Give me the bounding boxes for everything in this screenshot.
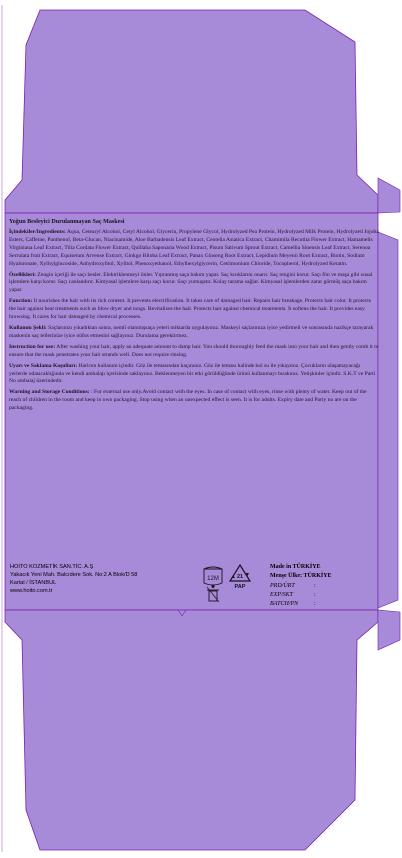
symbols-group: [202, 563, 266, 603]
batch-label: BATCH/PN: [270, 601, 299, 608]
bottom-flap: [5, 610, 378, 850]
function-en-label: Function:: [9, 298, 33, 305]
company-address-line1: Yakacık Yeni Mah. Balcıdere Sok. No:2 A Blok/D 58: [10, 572, 138, 578]
recycle-number: 21: [236, 574, 244, 580]
expiry-row: [270, 591, 332, 600]
usage-en-text: After washing your hair, apply an adequate amount to damp hair. You should thoroughly feed the mask into your hair and then gently comb it to ensure that the mask penetrates your hair strands well. Does not require rinsing.: [9, 343, 379, 358]
production-row: [270, 582, 332, 591]
product-label: [9, 218, 379, 416]
warnings-tr-label: Uyarı ve Saklama Koşulları:: [9, 362, 78, 369]
production-sep: :: [314, 582, 316, 589]
ingredients-text: Aqua, Cetearyl Alcohol, Cetyl Alcohol, Glycerin, Propylene Glycol, Hydrolyzed Pea Protein, Hydrolyzed Milk Protein, Hydrolyzed Jojoba Esters, Caffeine, Panthenol, Beta-Glucan, Niacinamide, Aloe Barbadensis Leaf Extract, Centella Asiatica Extract, Chamimila Recutita Flower Extract, Hamamelis Virginiana Leaf Extract, Tilia Cordata Flower Extract, Quillaha Saponaria Wood Extract, Pisum Sativum Sprout Extract, Camellia Sinensis Leaf Extract, Serenoa Serrulata fruit Extract, Equisetum Arvense Extract, Ginkgo Biloba Leaf Extract, Panax Ginseng Root Extract, Lepidium Meyenii Root Extract, Biotin, Sodium Hyaluronate, Xylitylglucoside, Anhydroxylitol, Xylitol, Phenoxyethanol, Ethylhexylglycerin, Cetrimonium Chloride, Tocopherol, Hydrolyzed Keratin.: [9, 229, 379, 267]
ingredients-label: İçindekiler/Ingredients:: [9, 229, 66, 235]
usage-en-label: Instruction for use:: [9, 343, 56, 350]
features-tr-label: Özellikleri:: [9, 271, 37, 278]
ingredients-paragraph: [9, 229, 379, 269]
recycle-code: PAP: [234, 584, 246, 590]
function-en-paragraph: [9, 298, 379, 322]
expiry-label: EXP/SKT: [270, 591, 294, 598]
company-info: [10, 563, 137, 595]
origin-info: [270, 563, 332, 609]
label-footer: [10, 563, 380, 608]
production-label: PRD/ÜRT: [270, 582, 295, 589]
expiry-sep: :: [314, 591, 316, 598]
warnings-en-label: Warning and Storage Conditions:: [9, 389, 90, 396]
made-in: Made in TÜRKİYE: [270, 564, 321, 570]
trash-bin-icon: [207, 585, 219, 602]
origin-country: Menşe Ülke: TÜRKİYE: [270, 573, 332, 580]
usage-tr-text: Saçlarınızı yıkadıktan sonra, nemli olanmışsaça yeteri miktarda uygulayınız. Maskeyi saçlarınıza iyice yedirmeli ve sonrasında nazikçe tarayarak maskenin saç tellerinize iyice nüfus etmesini sağlayınız. Durulama gerektirmez.: [9, 324, 374, 339]
batch-row: [270, 600, 332, 609]
company-name: HOITO KOZMETİK SAN.TİC. A.Ş: [10, 564, 94, 570]
pao-label: 12M: [207, 576, 219, 582]
features-tr-text: Zengin içeriği ile saçı besler. Elektriklenmeyi önler. Yıpranmış saça bakım yapar. Saç kırıklarını onarır. Saç rengini korur. Saçı fön ve maşa gibi ısısal işlemlere karşı korur. Saçı canlandırır. Kimyasal işlemlere karşı saçı korur. Saçı yumuşatır. Kolay tarama sağlar. Kimyasal işlemlerden zarar görmüş saça bakım yapar.: [9, 271, 373, 294]
glue-tab: [378, 232, 398, 608]
batch-sep: :: [314, 601, 316, 608]
usage-en-paragraph: [9, 344, 379, 360]
warnings-en-text: : For external use only.Avoid contact with the eyes. In case of contact with eyes, rinse with plenty of water. Keep out of the reach of children in the room and keep in own packaging. Stop using when an unexpected effect is seen. It is for adults. Expiry date and Party no are on the packaging.: [9, 389, 367, 412]
features-tr-paragraph: [9, 272, 379, 296]
warnings-en-paragraph: [9, 389, 379, 413]
usage-tr-paragraph: [9, 325, 379, 341]
pao-jar-icon: [204, 567, 222, 585]
product-title: Yoğun Besleyici Durulanmayan Saç Maskesi: [9, 219, 125, 225]
company-address-line2: Kartal / İSTANBUL: [10, 580, 57, 586]
top-flap: [5, 10, 378, 213]
top-side-tab: [378, 178, 400, 213]
warnings-tr-text: Haricen kullanım içindir. Göz ile temasından kaçınınız. Göz ile teması halinde bol su ile yıkayınız. Çocukların ulaşamayacağı yerlerde odasıcaklığında ve kendi ambalajı içerisinde saklayınız. Beklenmeyen bir etki görüldüğünde ürünü kullanmayı bırakınız. Yetişkinler içindir. S.K.T ve Parti No ambalaj üzerindedir.: [9, 362, 376, 385]
recycle-triangle-icon: [230, 565, 250, 590]
bottom-side-tab: [378, 610, 400, 650]
function-en-text: It nourishes the hair with its rich content. It prevents electrification. It takes care of damaged hair. Repairs hair breakage. Protects hair color. It protects the hair against heat treatments such as blow dryer and tongs. Revitalizes the hair. Protects hair against chemical treatments. It softens the hair. It provides easy browsing. It cares for hair damaged by chemical processes.: [9, 298, 371, 321]
warnings-tr-paragraph: [9, 363, 379, 387]
usage-tr-label: Kullanım Şekli:: [9, 324, 47, 331]
company-website: www.hoito.com.tr: [10, 588, 53, 594]
